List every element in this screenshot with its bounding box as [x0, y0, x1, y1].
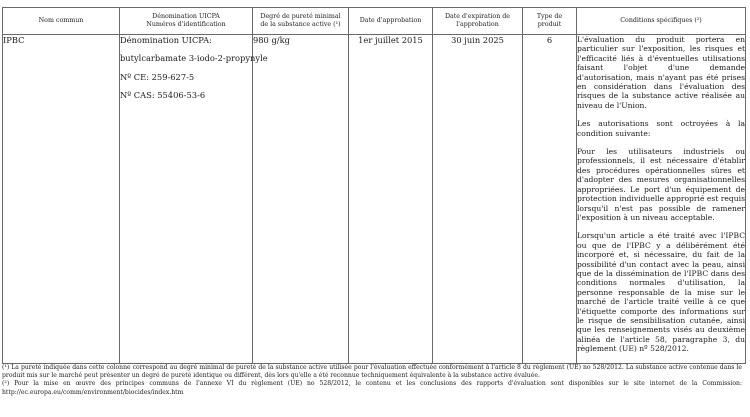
header-nom-commun: Nom commun: [3, 8, 120, 35]
cell-denomination: [120, 35, 268, 364]
footnotes: [2, 364, 742, 397]
condition-paragraph: Lorsqu'un article a été traité avec l'IPBC ou que de l'IPBC y a délibérément été incorporé et, si nécessaire, du fait de la possibilité d'un contact avec la peau, ainsi que de la dissémination de l'IPBC dans des conditions normales d'utilisation, la personne responsable de la mise sur le marché de l'article traité veille à ce que l'étiquette comporte des informations sur le risque de sensibilisation cutanée, ainsi que les renseignements visés au deuxième alinéa de l'article 58, paragraphe 3, du règlement (UE) nº 528/2012.: [577, 231, 745, 354]
cell-date-expiration: 30 juin 2025: [433, 35, 523, 364]
cell-conditions: [577, 35, 746, 364]
denomination-name: butylcarbamate 3-iodo-2-propynyle: [120, 53, 268, 64]
cell-date-approbation: 1er juillet 2015: [349, 35, 433, 364]
footnote-2: (²) Pour la mise en œuvre des principes communs de l'annexe VI du règlement (UE) no 528/2012, le contenu et les conclusions des rapports d'évaluation sont disponibles sur le site internet de la Commission: http://ec.europa.eu/comm/environment/biocides/index.htm: [2, 380, 742, 396]
table-row: [3, 35, 746, 364]
header-date-expiration: Date d'expiration de l'approbation: [433, 8, 523, 35]
header-type-produit: Type de produit: [523, 8, 577, 35]
ce-number: Nº CE: 259-627-5: [120, 71, 195, 82]
cell-type-produit: 6: [523, 35, 577, 364]
cell-nom-commun: IPBC: [3, 35, 120, 364]
denomination-label: Dénomination UICPA:: [120, 35, 212, 45]
header-conditions: Conditions spécifiques (²): [577, 8, 746, 35]
condition-paragraph: Les autorisations sont octroyées à la condition suivante:: [577, 119, 745, 138]
cas-number: Nº CAS: 55406-53-6: [120, 90, 206, 101]
footnote-1: (¹) La pureté indiquée dans cette colonne correspond au degré minimal de pureté de la substance active utilisée pour l'évaluation effectuée conformément à l'article 8 du règlement (UE) no 528/2012. La substance active contenue dans le produit mis sur le marché peut présenter un degré de pureté identique ou différent, dès lors qu'elle a été reconnue techniquement équivalente à la substance active évaluée.: [2, 364, 742, 380]
cell-purete: 980 g/kg: [253, 35, 349, 364]
header-purete: Degré de pureté minimal de la substance active (¹): [253, 8, 349, 35]
header-row: [3, 8, 746, 35]
approval-table: [2, 7, 746, 364]
header-denomination: Dénomination UICPA Numéros d'identification: [120, 8, 253, 35]
condition-paragraph: L'évaluation du produit portera en particulier sur l'exposition, les risques et l'efficacité liés à d'éventuelles utilisations faisant l'objet d'une demande d'autorisation, mais n'ayant pas été prises en considération dans l'évaluation des risques de la substance active réalisée au niveau de l'Union.: [577, 35, 745, 110]
condition-paragraph: Pour les utilisateurs industriels ou professionnels, il est nécessaire d'établir des procédures opérationnelles sûres et d'adopter des mesures organisationnelles appropriées. Le port d'un équipement de protection individuelle approprié est requis lorsqu'il n'est pas possible de ramener l'exposition à un niveau acceptable.: [577, 147, 745, 222]
header-date-approbation: Date d'approbation: [349, 8, 433, 35]
